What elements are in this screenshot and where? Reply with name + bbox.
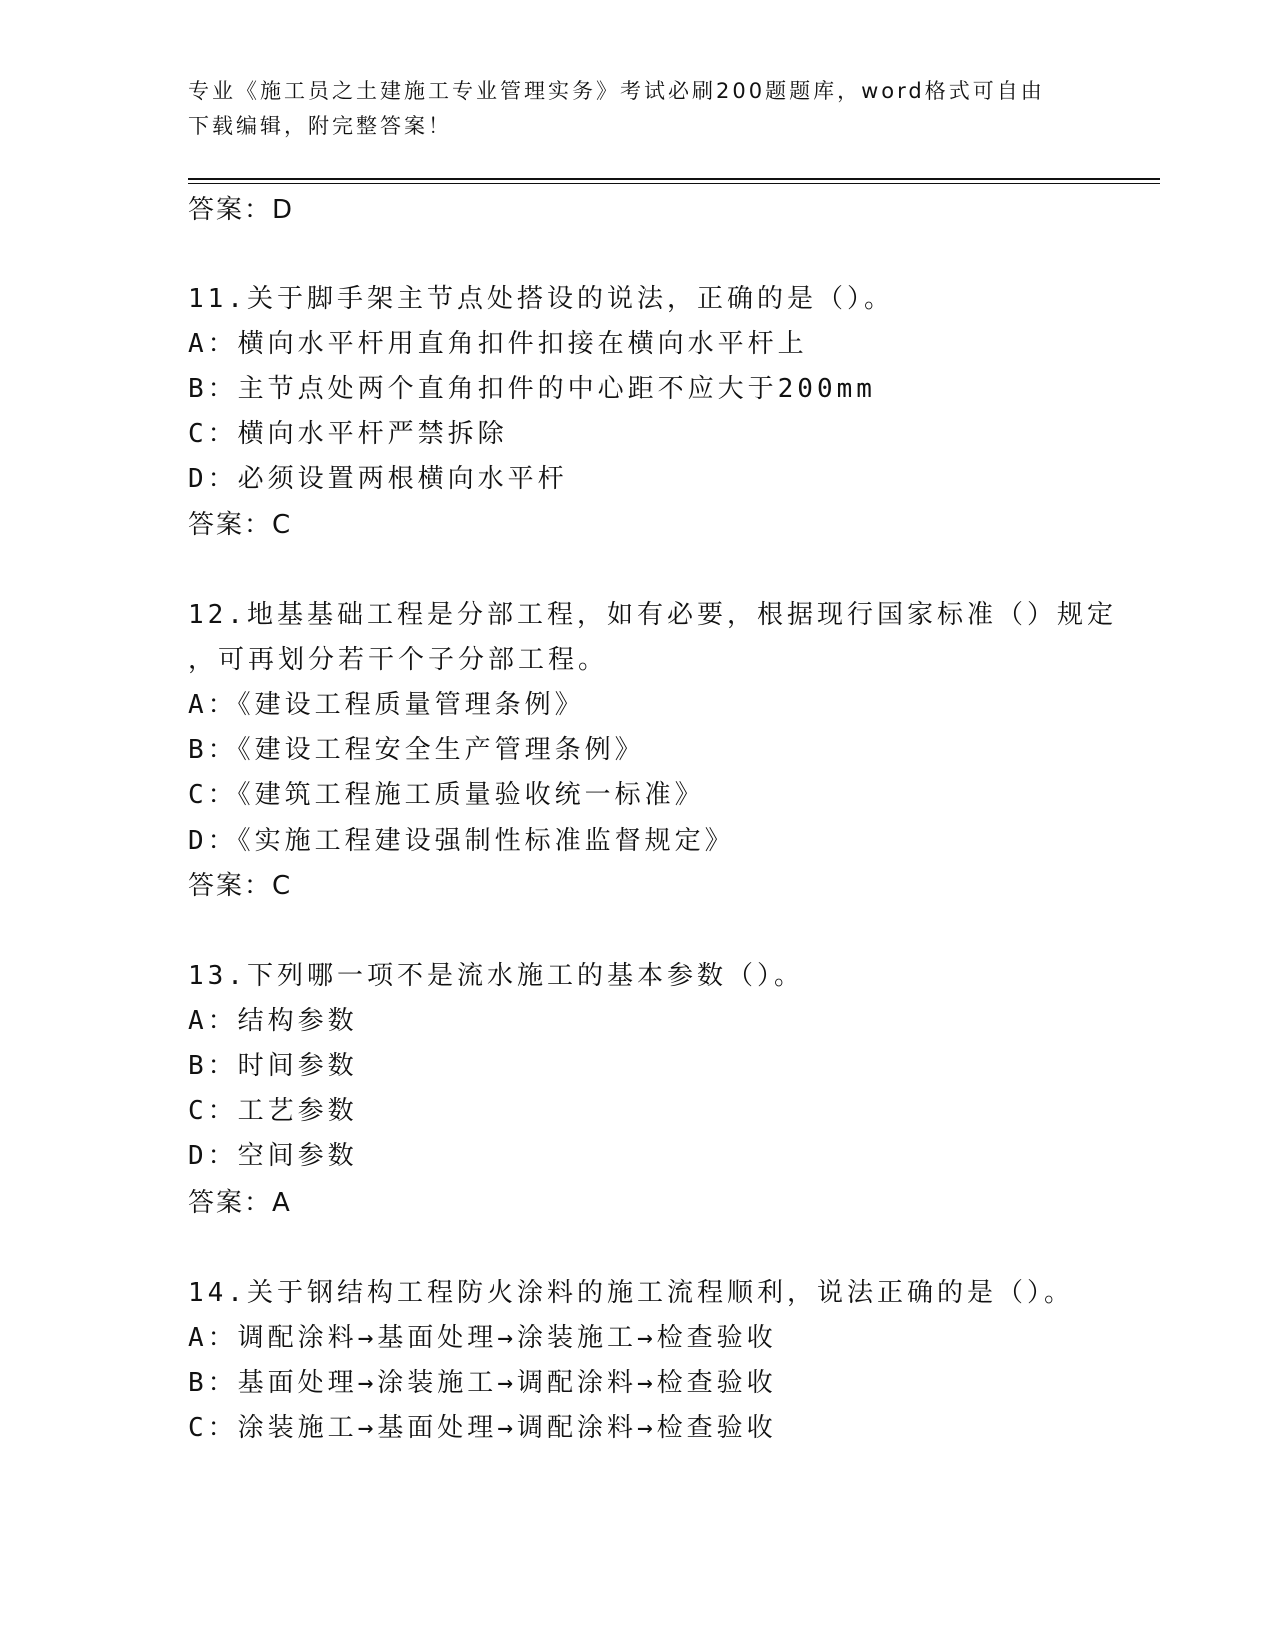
question-12-option-a: A：《建设工程质量管理条例》 — [188, 690, 585, 720]
header-divider-thin — [188, 183, 1160, 184]
document-header — [188, 74, 1088, 144]
question-12-option-d: D：《实施工程建设强制性标准监督规定》 — [188, 826, 735, 856]
question-12-answer: 答案：C — [188, 871, 293, 901]
question-13-option-a: A：结构参数 — [188, 1006, 358, 1036]
question-14-option-b: B：基面处理→涂装施工→调配涂料→检查验收 — [188, 1368, 777, 1398]
question-13-stem: 13.下列哪一项不是流水施工的基本参数（）。 — [188, 961, 804, 991]
question-11-option-b: B：主节点处两个直角扣件的中心距不应大于200mm — [188, 374, 876, 404]
header-line-2: 下载编辑，附完整答案！ — [188, 114, 452, 138]
question-12-option-c: C：《建筑工程施工质量验收统一标准》 — [188, 780, 705, 810]
question-11-option-a: A：横向水平杆用直角扣件扣接在横向水平杆上 — [188, 329, 808, 359]
question-14-option-c: C：涂装施工→基面处理→调配涂料→检查验收 — [188, 1413, 777, 1443]
question-12-stem-line-2: ，可再划分若干个子分部工程。 — [188, 645, 609, 675]
question-14-option-a: A：调配涂料→基面处理→涂装施工→检查验收 — [188, 1323, 777, 1353]
question-11-stem: 11.关于脚手架主节点处搭设的说法，正确的是（）。 — [188, 284, 894, 314]
question-11-answer: 答案：C — [188, 510, 293, 540]
question-13-option-d: D：空间参数 — [188, 1141, 358, 1171]
question-14-stem: 14.关于钢结构工程防火涂料的施工流程顺利，说法正确的是（）。 — [188, 1278, 1074, 1308]
question-12-stem-line-1: 12.地基基础工程是分部工程，如有必要，根据现行国家标准（）规定 — [188, 600, 1117, 630]
question-13-option-c: C：工艺参数 — [188, 1096, 358, 1126]
header-divider-thick — [188, 178, 1160, 180]
question-13-option-b: B：时间参数 — [188, 1051, 358, 1081]
header-line-1: 专业《施工员之土建施工专业管理实务》考试必刷200题题库，word格式可自由 — [188, 79, 1045, 103]
question-12-option-b: B：《建设工程安全生产管理条例》 — [188, 735, 645, 765]
question-11-option-d: D：必须设置两根横向水平杆 — [188, 464, 568, 494]
question-13-answer: 答案：A — [188, 1188, 292, 1218]
prev-answer: 答案：D — [188, 195, 295, 225]
question-11-option-c: C：横向水平杆严禁拆除 — [188, 419, 508, 449]
